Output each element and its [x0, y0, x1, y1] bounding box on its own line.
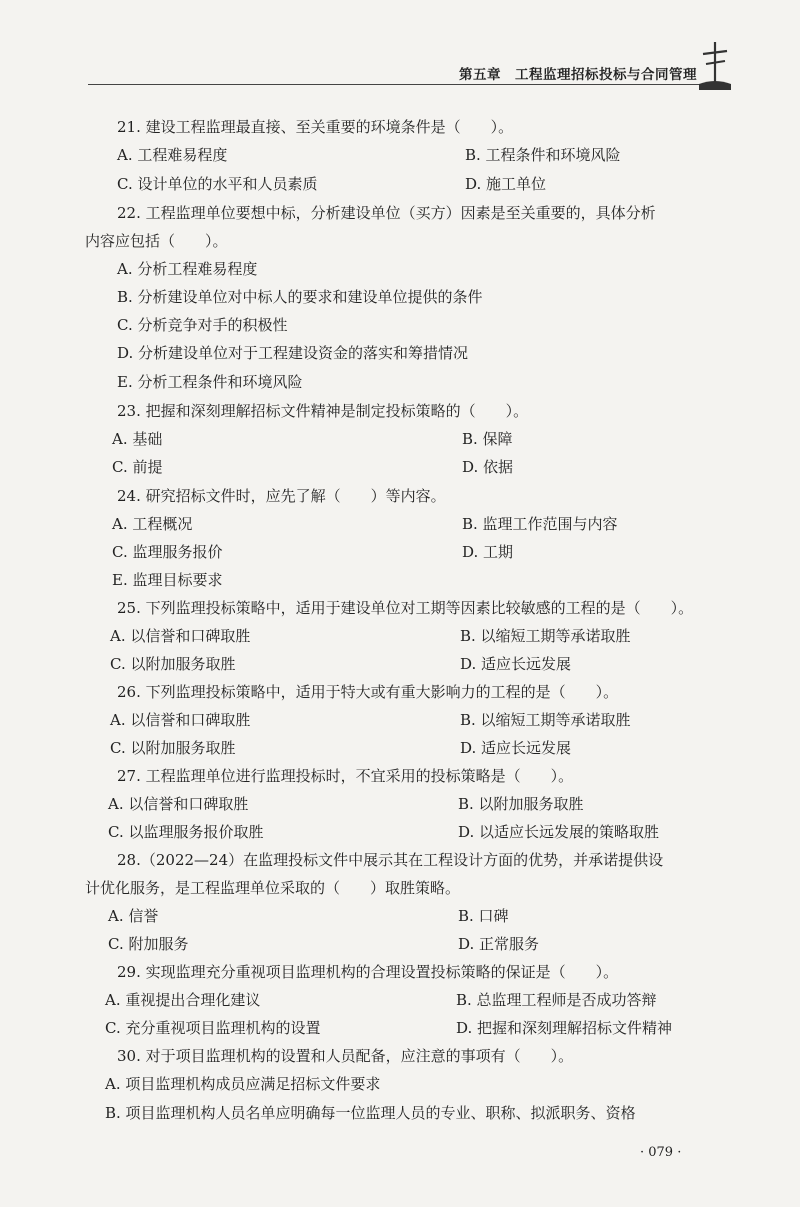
answer-option: B. 总监理工程师是否成功答辩: [456, 991, 657, 1009]
answer-option: C. 监理服务报价: [112, 543, 223, 561]
answer-option: B. 工程条件和环境风险: [465, 146, 621, 164]
question-stem: 27. 工程监理单位进行监理投标时，不宜采用的投标策略是（ ）。: [117, 767, 574, 785]
question-stem: 23. 把握和深刻理解招标文件精神是制定投标策略的（ ）。: [117, 402, 529, 420]
answer-option: A. 重视提出合理化建议: [105, 991, 261, 1009]
answer-option: B. 以附加服务取胜: [458, 795, 584, 813]
answer-option: A. 以信誉和口碑取胜: [108, 795, 249, 813]
answer-option: C. 以附加服务取胜: [110, 739, 236, 757]
answer-option: C. 以监理服务报价取胜: [108, 823, 264, 841]
answer-option: D. 施工单位: [465, 175, 547, 193]
question-stem: 30. 对于项目监理机构的设置和人员配备，应注意的事项有（ ）。: [117, 1047, 574, 1065]
answer-option: A. 工程概况: [112, 515, 193, 533]
answer-option: B. 监理工作范围与内容: [462, 515, 618, 533]
question-stem: 22. 工程监理单位要想中标，分析建设单位（买方）因素是至关重要的，具体分析: [117, 204, 656, 222]
answer-option: A. 以信誉和口碑取胜: [110, 711, 251, 729]
answer-option: B. 口碑: [458, 907, 509, 925]
question-stem: 28.（2022—24）在监理投标文件中展示其在工程设计方面的优势，并承诺提供设: [117, 851, 664, 869]
answer-option: A. 以信誉和口碑取胜: [110, 627, 251, 645]
answer-option: E. 监理目标要求: [112, 571, 223, 589]
answer-option: D. 把握和深刻理解招标文件精神: [456, 1019, 673, 1037]
answer-option: D. 适应长远发展: [460, 739, 572, 757]
answer-option: B. 分析建设单位对中标人的要求和建设单位提供的条件: [117, 288, 483, 306]
answer-option: C. 以附加服务取胜: [110, 655, 236, 673]
answer-option: B. 项目监理机构人员名单应明确每一位监理人员的专业、职称、拟派职务、资格: [105, 1104, 636, 1122]
answer-option: D. 正常服务: [458, 935, 540, 953]
answer-option: E. 分析工程条件和环境风险: [117, 373, 303, 391]
answer-option: C. 设计单位的水平和人员素质: [117, 175, 318, 193]
answer-option: A. 分析工程难易程度: [117, 260, 258, 278]
chapter-title: 第五章 工程监理招标投标与合同管理: [459, 67, 697, 83]
question-stem: 21. 建设工程监理最直接、至关重要的环境条件是（ ）。: [117, 118, 514, 136]
question-stem-continued: 计优化服务，是工程监理单位采取的（ ）取胜策略。: [85, 879, 461, 897]
answer-option: D. 适应长远发展: [460, 655, 572, 673]
answer-option: C. 附加服务: [108, 935, 189, 953]
question-stem: 29. 实现监理充分重视项目监理机构的合理设置投标策略的保证是（ ）。: [117, 963, 619, 981]
answer-option: A. 工程难易程度: [117, 146, 228, 164]
question-stem-continued: 内容应包括（ ）。: [85, 232, 228, 250]
answer-option: B. 保障: [462, 430, 513, 448]
answer-option: D. 以适应长远发展的策略取胜: [458, 823, 660, 841]
answer-option: A. 基础: [112, 430, 163, 448]
answer-option: C. 分析竞争对手的积极性: [117, 316, 288, 334]
answer-option: B. 以缩短工期等承诺取胜: [460, 627, 631, 645]
answer-option: C. 前提: [112, 458, 163, 476]
answer-option: D. 分析建设单位对于工程建设资金的落实和筹措情况: [117, 344, 469, 362]
answer-option: A. 项目监理机构成员应满足招标文件要求: [105, 1075, 381, 1093]
question-stem: 26. 下列监理投标策略中，适用于特大或有重大影响力的工程的是（ ）。: [117, 683, 619, 701]
page-number: · 079 ·: [640, 1145, 682, 1160]
question-stem: 25. 下列监理投标策略中，适用于建设单位对工期等因素比较敏感的工程的是（ ）。: [117, 599, 694, 617]
answer-option: D. 依据: [462, 458, 514, 476]
answer-option: B. 以缩短工期等承诺取胜: [460, 711, 631, 729]
answer-option: A. 信誉: [108, 907, 159, 925]
answer-option: C. 充分重视项目监理机构的设置: [105, 1019, 321, 1037]
question-stem: 24. 研究招标文件时，应先了解（ ）等内容。: [117, 487, 446, 505]
answer-option: D. 工期: [462, 543, 514, 561]
